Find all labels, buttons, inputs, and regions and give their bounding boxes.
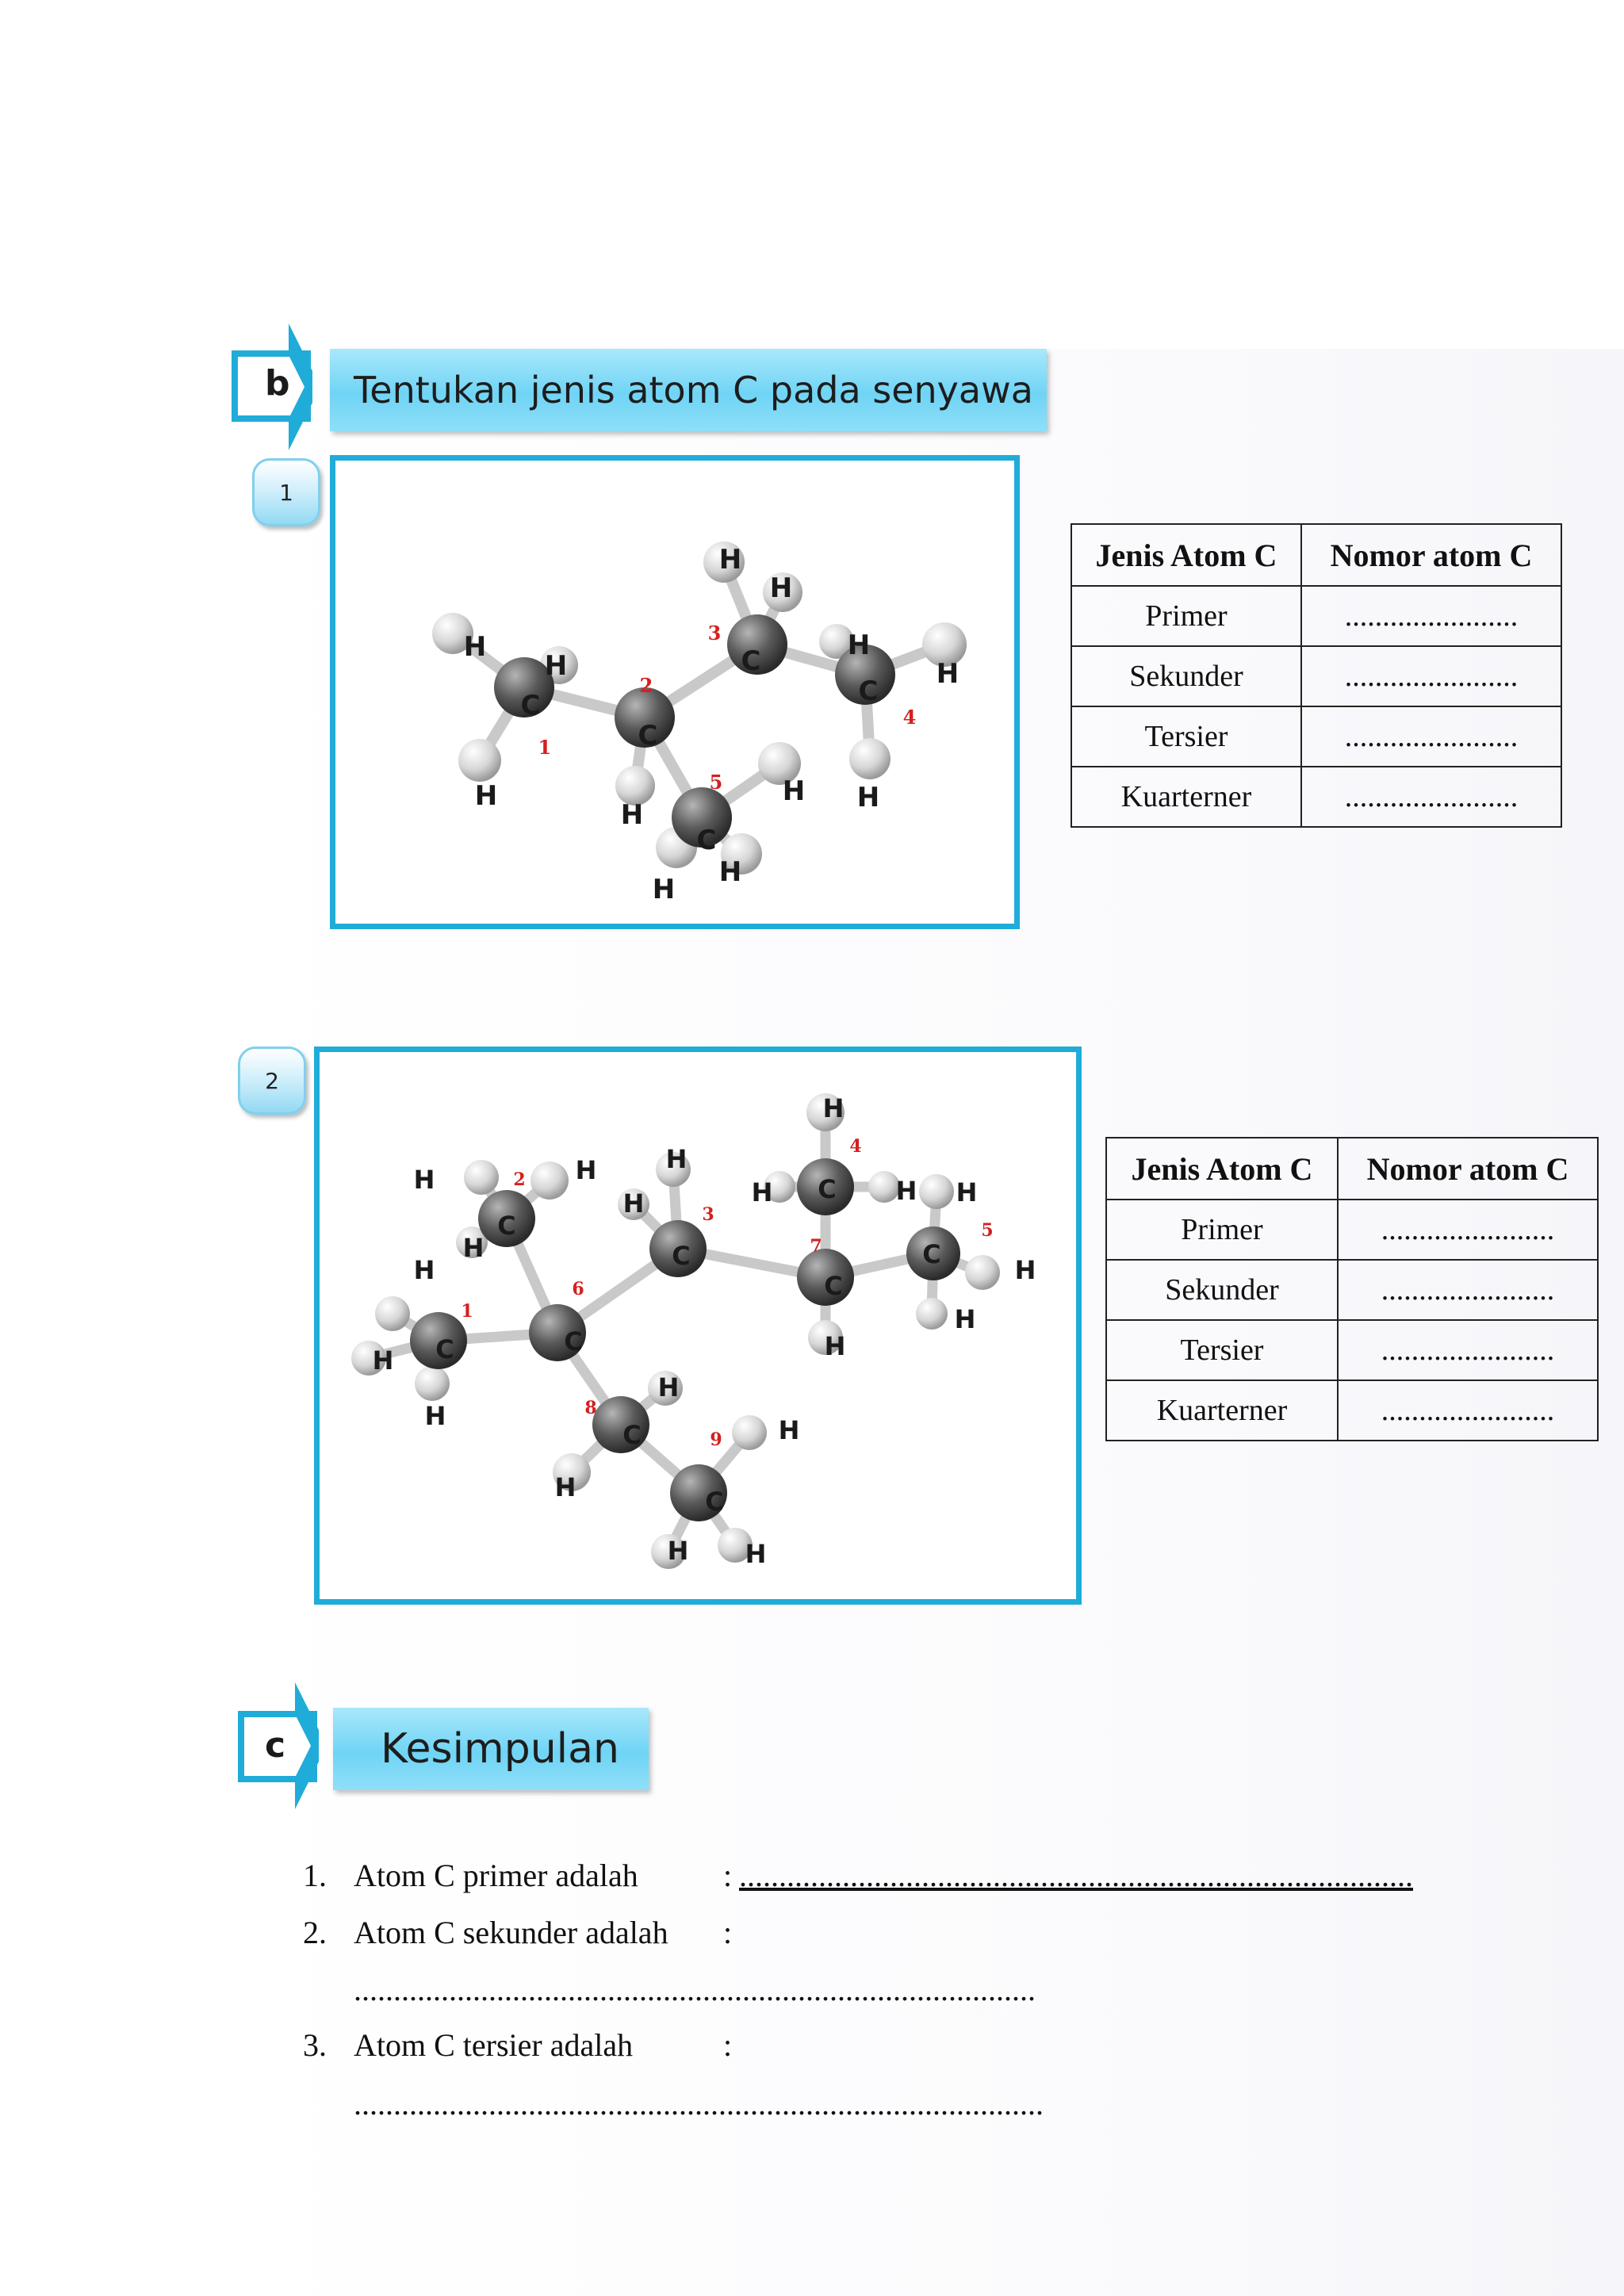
hydrogen-label: H — [652, 874, 676, 905]
conclusion-label: Atom C tersier adalah — [354, 2027, 634, 2063]
table-row — [1106, 1320, 1598, 1380]
conclusion-colon: : — [723, 1858, 733, 1893]
answer-blank[interactable]: ....................... — [1301, 586, 1561, 646]
hydrogen-label: H — [622, 1188, 645, 1219]
carbon-label: C — [858, 675, 879, 707]
table-cell: Sekunder — [1106, 1260, 1338, 1320]
hydrogen-label: H — [956, 1177, 978, 1207]
hydrogen-label: H — [856, 782, 880, 813]
table-header: Jenis Atom C — [1071, 524, 1301, 586]
carbon-label: C — [520, 690, 541, 721]
carbon-number: 1 — [538, 736, 552, 759]
conclusion-label: Atom C sekunder adalah — [354, 1915, 668, 1950]
table-cell: Tersier — [1106, 1320, 1338, 1380]
molecule-2-badge: 2 — [238, 1047, 306, 1115]
carbon-number: 9 — [710, 1429, 722, 1450]
hydrogen-label: H — [424, 1401, 446, 1431]
section-b-title: Tentukan jenis atom C pada senyawa — [330, 349, 1047, 431]
answer-blank[interactable]: ....................... — [1301, 646, 1561, 706]
carbon-label: C — [824, 1271, 843, 1301]
answer-blank[interactable]: ....................... — [1338, 1260, 1598, 1320]
hydrogen-label: H — [778, 1415, 800, 1445]
hydrogen-label: H — [745, 1539, 767, 1569]
hydrogen-label: H — [657, 1372, 680, 1402]
table-cell: Kuarterner — [1106, 1380, 1338, 1441]
carbon-number: 4 — [849, 1136, 862, 1157]
molecule-1-diagram — [335, 461, 1014, 924]
hydrogen-label: H — [751, 1177, 773, 1207]
carbon-number: 1 — [461, 1301, 473, 1322]
carbon-label: C — [497, 1211, 516, 1241]
hydrogen-label: H — [954, 1304, 976, 1334]
section-c-title: Kesimpulan — [333, 1708, 649, 1790]
hydrogen-label: H — [544, 650, 568, 682]
hydrogen-label: H — [620, 799, 644, 831]
table-row — [1106, 1380, 1598, 1441]
carbon-number: 3 — [702, 1204, 714, 1225]
answer-blank[interactable]: ....................... — [1338, 1200, 1598, 1260]
hydrogen-label: H — [895, 1176, 917, 1206]
answer-blank[interactable]: ....................... — [1338, 1320, 1598, 1380]
table-row — [1071, 767, 1561, 827]
table-cell: Tersier — [1071, 706, 1301, 767]
atom-type-table-1 — [1071, 523, 1562, 828]
table-cell: Primer — [1106, 1200, 1338, 1260]
hydrogen-label: H — [575, 1155, 597, 1185]
carbon-label: C — [741, 645, 761, 677]
hydrogen-label: H — [463, 631, 487, 663]
table-row — [1071, 646, 1561, 706]
atom-type-table-2 — [1105, 1137, 1599, 1441]
carbon-label: C — [696, 825, 717, 856]
table-row — [1071, 586, 1561, 646]
carbon-label: C — [922, 1239, 941, 1269]
carbon-number: 5 — [981, 1220, 994, 1241]
hydrogen-label: H — [372, 1345, 394, 1376]
carbon-number: 5 — [709, 771, 723, 794]
table-cell: Kuarterner — [1071, 767, 1301, 827]
hydrogen-label: H — [718, 544, 742, 576]
carbon-label: C — [672, 1241, 691, 1271]
table-cell: Primer — [1071, 586, 1301, 646]
carbon-number: 7 — [810, 1236, 822, 1257]
table-row — [1071, 706, 1561, 767]
carbon-number: 6 — [572, 1279, 584, 1299]
molecule-2-diagram — [320, 1052, 1076, 1599]
hydrogen-label: H — [936, 658, 959, 690]
hydrogen-label: H — [474, 780, 498, 812]
conclusion-answer[interactable]: ..................................................................................... — [739, 1858, 1413, 1893]
table-header: Nomor atom C — [1301, 524, 1561, 586]
hydrogen-label: H — [462, 1233, 485, 1263]
carbon-label: C — [622, 1420, 642, 1450]
conclusion-label: Atom C primer adalah — [354, 1858, 638, 1893]
carbon-number: 4 — [902, 706, 917, 729]
carbon-number: 8 — [584, 1398, 597, 1418]
conclusion-number: 3. — [303, 2027, 327, 2063]
answer-blank[interactable]: ....................... — [1301, 767, 1561, 827]
molecule-2-frame — [314, 1047, 1082, 1605]
conclusion-colon: : — [723, 2027, 733, 2063]
hydrogen-label: H — [718, 856, 742, 888]
hydrogen-label: H — [769, 572, 793, 604]
hydrogen-label: H — [1014, 1255, 1036, 1285]
carbon-number: 2 — [639, 674, 653, 697]
hydrogen-label: H — [665, 1144, 688, 1174]
conclusion-number: 1. — [303, 1858, 327, 1893]
answer-blank[interactable]: ....................... — [1301, 706, 1561, 767]
conclusion-answer[interactable]: ....................................................................................... — [354, 2086, 1044, 2122]
hydrogen-label: H — [413, 1255, 435, 1285]
table-header-row — [1071, 524, 1561, 586]
carbon-number: 2 — [513, 1169, 526, 1190]
table-header: Jenis Atom C — [1106, 1138, 1338, 1200]
carbon-label: C — [435, 1334, 454, 1364]
hydrogen-label: H — [847, 629, 871, 661]
hydrogen-label: H — [824, 1331, 846, 1361]
molecule-1-frame — [330, 455, 1020, 929]
hydrogen-label: H — [667, 1536, 689, 1566]
hydrogen-label: H — [782, 775, 806, 807]
conclusion-answer[interactable]: ...................................................................................... — [354, 1972, 1036, 2007]
carbon-label: C — [564, 1326, 583, 1357]
table-row — [1106, 1260, 1598, 1320]
section-b-letter: b — [265, 363, 290, 404]
hydrogen-label: H — [554, 1472, 576, 1502]
hydrogen-label: H — [413, 1165, 435, 1195]
table-row — [1106, 1200, 1598, 1260]
conclusion-colon: : — [723, 1915, 733, 1950]
table-header-row — [1106, 1138, 1598, 1200]
table-cell: Sekunder — [1071, 646, 1301, 706]
carbon-label: C — [818, 1174, 837, 1204]
section-c-letter: c — [265, 1725, 286, 1766]
carbon-number: 3 — [707, 622, 722, 645]
molecule-1-badge: 1 — [252, 458, 320, 526]
carbon-label: C — [638, 720, 658, 752]
hydrogen-label: H — [822, 1093, 845, 1123]
conclusion-number: 2. — [303, 1915, 327, 1950]
carbon-label: C — [705, 1487, 724, 1517]
table-header: Nomor atom C — [1338, 1138, 1598, 1200]
answer-blank[interactable]: ....................... — [1338, 1380, 1598, 1441]
